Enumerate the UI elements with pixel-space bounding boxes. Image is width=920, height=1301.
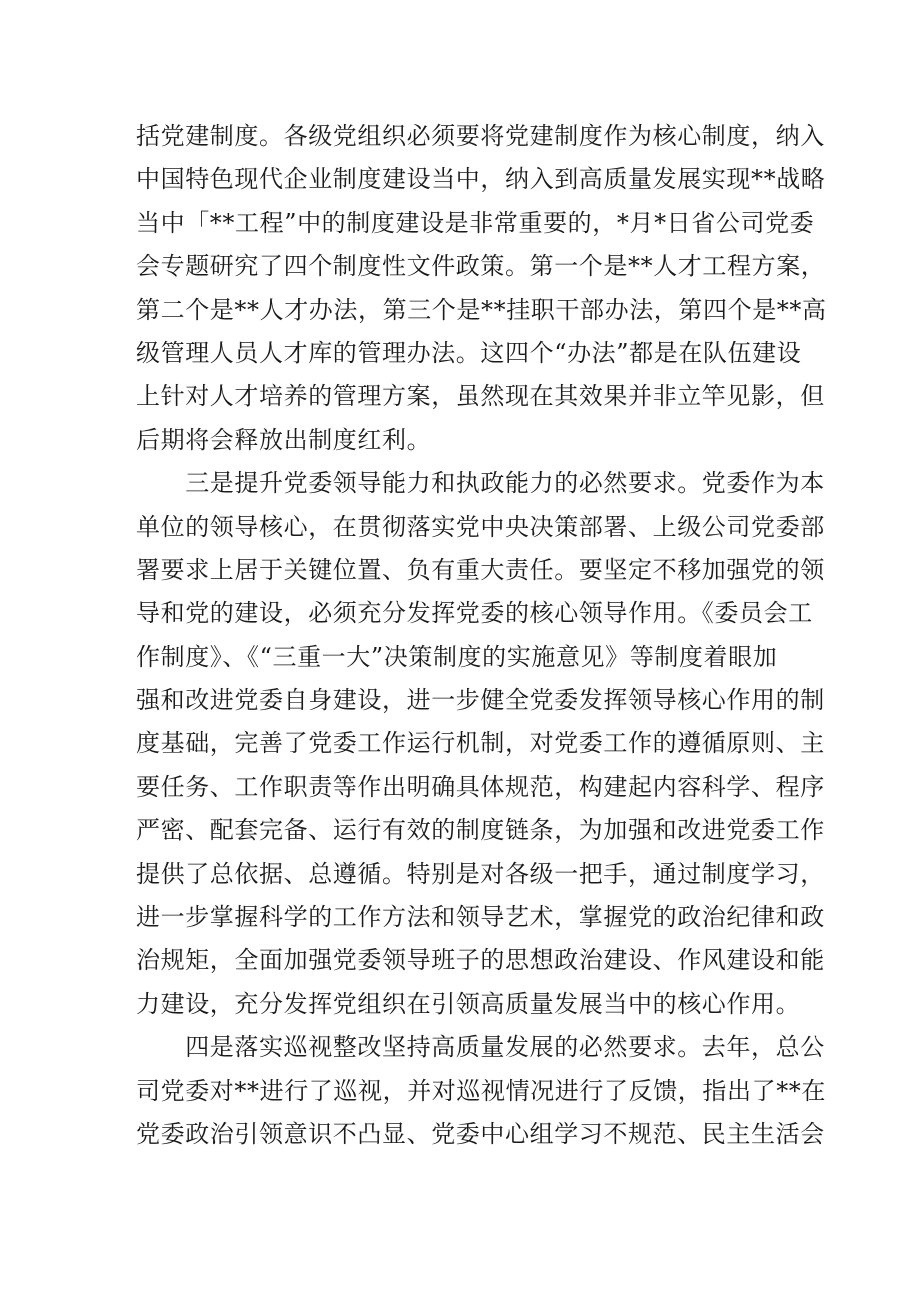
- text-line: 要任务、工作职责等作出明确具体规范，构建起内容科学、程序: [136, 772, 825, 801]
- text-line: 括党建制度。各级党组织必须要将党建制度作为核心制度，纳入: [136, 122, 825, 150]
- text-line: 上针对人才培养的管理方案，虽然现在其效果并非立竿见影，但: [136, 382, 825, 411]
- text-line: 级管理人员人才库的管理办法。这四个“办法”都是在队伍建设: [136, 338, 802, 367]
- text-line: 进一步掌握科学的工作方法和领导艺术，掌握党的政治纪律和政: [136, 903, 825, 932]
- text-line: 力建设，充分发挥党组织在引领高质量发展当中的核心作用。: [136, 989, 801, 1018]
- paragraph-point-three: [136, 462, 825, 1026]
- paragraph-point-four: [136, 1026, 826, 1156]
- text-line: 署要求上居于关键位置、负有重大责任。要坚定不移加强党的领: [136, 555, 825, 584]
- text-line: 严密、配套完备、运行有效的制度链条，为加强和改进党委工作: [136, 816, 825, 845]
- text-line: 后期将会释放出制度红利。: [136, 425, 432, 454]
- text-line: 四是落实巡视整改坚持高质量发展的必然要求。去年，总公: [136, 1033, 825, 1062]
- text-line: 三是提升党委领导能力和执政能力的必然要求。党委作为本: [136, 469, 825, 498]
- text-line: 治规矩，全面加强党委领导班子的思想政治建设、作风建设和能: [136, 946, 825, 975]
- text-line: 司党委对**进行了巡视，并对巡视情况进行了反馈，指出了**在: [136, 1076, 826, 1105]
- text-line: 导和党的建设，必须充分发挥党委的核心领导作用。《委员会工: [136, 599, 813, 628]
- text-line: 强和改进党委自身建设，进一步健全党委发挥领导核心作用的制: [136, 686, 825, 715]
- text-line: 党委政治引领意识不凸显、党委中心组学习不规范、民主生活会: [136, 1119, 825, 1148]
- paragraph-party-building-system: [136, 115, 827, 462]
- text-line: 第二个是**人才办法，第三个是**挂职干部办法，第四个是**高: [136, 295, 827, 324]
- text-line: 单位的领导核心，在贯彻落实党中央决策部署、上级公司党委部: [136, 512, 825, 541]
- text-line: 当中「**工程”中的制度建设是非常重要的，*月*日省公司党委: [136, 208, 815, 237]
- text-line: 会专题研究了四个制度性文件政策。第一个是**人才工程方案，: [136, 252, 826, 281]
- text-line: 度基础，完善了党委工作运行机制，对党委工作的遵循原则、主: [136, 729, 825, 758]
- text-line: 提供了总依据、总遵循。特别是对各级一把手，通过制度学习，: [136, 859, 825, 888]
- document-body: [136, 115, 827, 1156]
- text-line: 中国特色现代企业制度建设当中，纳入到高质量发展实现**战略: [136, 165, 826, 194]
- text-line: 作制度》、《“三重一大”决策制度的实施意见》等制度着眼加: [136, 642, 778, 671]
